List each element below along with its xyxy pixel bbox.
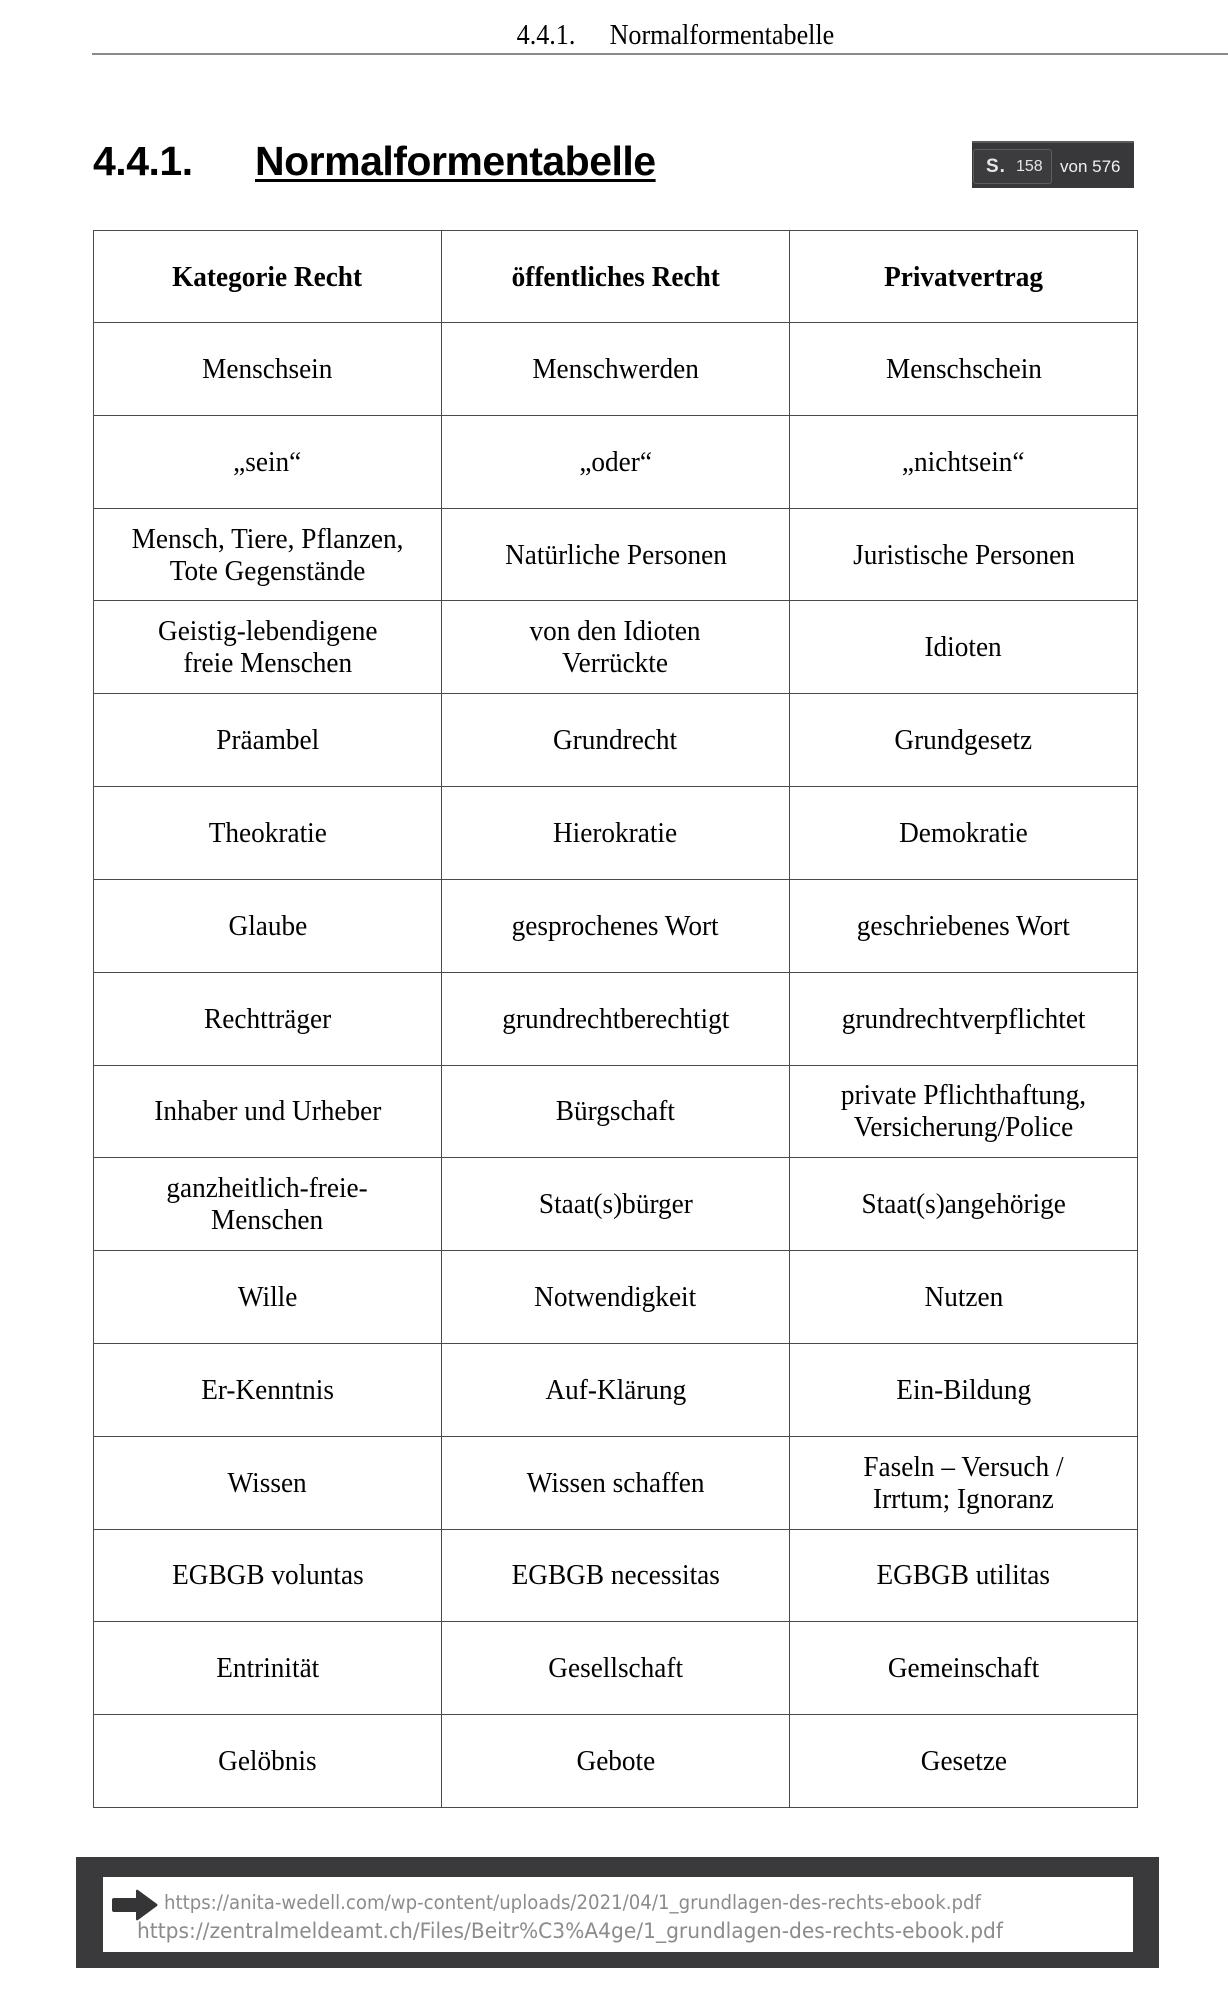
table-cell bbox=[790, 694, 1138, 787]
table-cell bbox=[790, 879, 1138, 972]
cell-text: EGBGB necessitas bbox=[511, 1559, 720, 1592]
cell-text: Nutzen bbox=[924, 1281, 1003, 1314]
source-url-link[interactable]: https://anita-wedell.com/wp-content/uploads/2021/04/1_grundlagen-des-rechts-ebook.pdf bbox=[164, 1891, 981, 1914]
cell-text: Gemeinschaft bbox=[887, 1652, 1040, 1685]
table-row bbox=[94, 323, 1138, 416]
table-cell bbox=[442, 1436, 790, 1529]
table-cell bbox=[94, 601, 442, 694]
column-header: öffentliches Recht bbox=[442, 231, 790, 323]
cell-text: Wissen schaffen bbox=[526, 1466, 705, 1499]
column-header: Privatvertrag bbox=[790, 231, 1138, 323]
table-cell bbox=[790, 601, 1138, 694]
cell-text: gesprochenes Wort bbox=[511, 909, 720, 942]
cell-text: Gebote bbox=[576, 1745, 655, 1778]
table-cell bbox=[790, 972, 1138, 1065]
table-cell bbox=[790, 1436, 1138, 1529]
section-heading bbox=[93, 138, 656, 184]
cell-text: Demokratie bbox=[899, 816, 1028, 849]
table-cell bbox=[442, 972, 790, 1065]
cell-text: Gesetze bbox=[920, 1745, 1007, 1778]
table-cell bbox=[442, 1529, 790, 1622]
table-cell bbox=[94, 1158, 442, 1251]
cell-text: Auf-Klärung bbox=[545, 1373, 686, 1406]
cell-text: Gelöbnis bbox=[218, 1745, 317, 1778]
header-divider bbox=[92, 53, 1228, 55]
table-header-row bbox=[94, 231, 1138, 323]
cell-text: Idioten bbox=[924, 631, 1003, 664]
running-header-number: 4.4.1. bbox=[516, 19, 576, 51]
table-cell bbox=[94, 1436, 442, 1529]
cell-text: Er-Kenntnis bbox=[201, 1373, 334, 1406]
table-cell bbox=[94, 972, 442, 1065]
table-row bbox=[94, 601, 1138, 694]
cell-text: Geistig-lebendigene freie Menschen bbox=[157, 615, 378, 680]
cell-text: Natürliche Personen bbox=[504, 538, 727, 571]
page-number-input[interactable] bbox=[973, 149, 1052, 184]
table-cell bbox=[442, 787, 790, 880]
table-cell bbox=[94, 694, 442, 787]
cell-text: grundrechtverpflichtet bbox=[841, 1002, 1086, 1035]
cell-text: Ein-Bildung bbox=[896, 1373, 1031, 1406]
normal-forms-table bbox=[93, 230, 1138, 1808]
running-header bbox=[165, 16, 1186, 54]
cell-text: „oder“ bbox=[579, 445, 652, 478]
cell-text: Präambel bbox=[216, 724, 319, 757]
table-row bbox=[94, 1622, 1138, 1715]
cell-text: Entrinität bbox=[216, 1652, 319, 1685]
table-cell bbox=[790, 787, 1138, 880]
table-cell bbox=[790, 1622, 1138, 1715]
cell-text: Theokratie bbox=[208, 816, 327, 849]
source-links-box bbox=[103, 1877, 1133, 1952]
cell-text: Grundgesetz bbox=[894, 724, 1033, 757]
column-header: Kategorie Recht bbox=[94, 231, 442, 323]
table-row bbox=[94, 508, 1138, 601]
running-header-title: Normalformentabelle bbox=[609, 19, 835, 51]
cell-text: „sein“ bbox=[233, 445, 302, 478]
cell-text: Rechtträger bbox=[203, 1002, 332, 1035]
table-cell bbox=[442, 508, 790, 601]
table-row bbox=[94, 1436, 1138, 1529]
table-cell bbox=[94, 415, 442, 508]
table-cell bbox=[790, 1715, 1138, 1808]
cell-text: Mensch, Tiere, Pflanzen, Tote Gegenstände bbox=[131, 522, 404, 587]
cell-text: Inhaber und Urheber bbox=[153, 1095, 382, 1128]
section-number: 4.4.1. bbox=[93, 138, 193, 184]
cell-text: private Pflichthaftung, Versicherung/Police bbox=[840, 1079, 1087, 1144]
table-cell bbox=[94, 1715, 442, 1808]
table-cell bbox=[94, 1529, 442, 1622]
table-cell bbox=[442, 1251, 790, 1344]
source-url-link[interactable]: https://zentralmeldeamt.ch/Files/Beitr%C3%A4ge/1_grundlagen-des-rechts-ebook.pdf bbox=[137, 1919, 1003, 1944]
table-cell bbox=[442, 601, 790, 694]
table-cell bbox=[94, 1251, 442, 1344]
table-row bbox=[94, 1715, 1138, 1808]
table-cell bbox=[442, 323, 790, 416]
cell-text: ganzheitlich-freie- Menschen bbox=[166, 1172, 369, 1237]
table-cell bbox=[790, 323, 1138, 416]
cell-text: EGBGB voluntas bbox=[171, 1559, 364, 1592]
cell-text: „nichtsein“ bbox=[902, 445, 1025, 478]
cell-text: geschriebenes Wort bbox=[856, 909, 1071, 942]
cell-text: Bürgschaft bbox=[555, 1095, 676, 1128]
table-row bbox=[94, 972, 1138, 1065]
table-row bbox=[94, 1065, 1138, 1158]
page-prefix: S. bbox=[986, 155, 1006, 177]
cell-text: Grundrecht bbox=[553, 724, 678, 757]
table-cell bbox=[94, 1065, 442, 1158]
cell-text: von den Idioten Verrückte bbox=[529, 615, 702, 680]
table-cell bbox=[790, 415, 1138, 508]
cell-text: Wissen bbox=[227, 1466, 308, 1499]
cell-text: Menschwerden bbox=[532, 352, 699, 385]
table-cell bbox=[94, 508, 442, 601]
table-cell bbox=[442, 879, 790, 972]
cell-text: Juristische Personen bbox=[852, 538, 1075, 571]
page-indicator bbox=[972, 141, 1134, 188]
table-cell bbox=[790, 1343, 1138, 1436]
table-cell bbox=[442, 1158, 790, 1251]
cell-text: grundrechtberechtigt bbox=[501, 1002, 730, 1035]
table-cell bbox=[94, 879, 442, 972]
table-cell bbox=[442, 1622, 790, 1715]
current-page[interactable]: 158 bbox=[1015, 157, 1043, 175]
table-row bbox=[94, 1343, 1138, 1436]
table-cell bbox=[442, 1065, 790, 1158]
table-row bbox=[94, 1251, 1138, 1344]
source-links-panel bbox=[76, 1857, 1159, 1968]
table-cell bbox=[790, 1158, 1138, 1251]
table-row bbox=[94, 879, 1138, 972]
table-row bbox=[94, 415, 1138, 508]
table-cell bbox=[94, 323, 442, 416]
cell-text: Notwendigkeit bbox=[534, 1281, 697, 1314]
cell-text: Wille bbox=[237, 1281, 298, 1314]
cell-text: Menschsein bbox=[202, 352, 333, 385]
table-cell bbox=[94, 1622, 442, 1715]
cell-text: Menschschein bbox=[885, 352, 1042, 385]
table-cell bbox=[790, 1251, 1138, 1344]
table-row bbox=[94, 694, 1138, 787]
cell-text: EGBGB utilitas bbox=[876, 1559, 1051, 1592]
section-title: Normalformentabelle bbox=[255, 138, 656, 184]
table-row bbox=[94, 1529, 1138, 1622]
table-row bbox=[94, 787, 1138, 880]
cell-text: Hierokratie bbox=[553, 816, 678, 849]
table-cell bbox=[790, 508, 1138, 601]
table-row bbox=[94, 1158, 1138, 1251]
table-cell bbox=[94, 1343, 442, 1436]
table-cell bbox=[790, 1065, 1138, 1158]
table-cell bbox=[442, 694, 790, 787]
cell-text: Staat(s)angehörige bbox=[861, 1188, 1066, 1221]
cell-text: Glaube bbox=[228, 909, 307, 942]
table-cell bbox=[94, 787, 442, 880]
total-pages: von 576 bbox=[1060, 157, 1121, 176]
cell-text: Faseln – Versuch / Irrtum; Ignoranz bbox=[863, 1450, 1064, 1515]
table-cell bbox=[442, 1715, 790, 1808]
table-cell bbox=[442, 1343, 790, 1436]
table-cell bbox=[442, 415, 790, 508]
cell-text: Gesellschaft bbox=[548, 1652, 683, 1685]
table-cell bbox=[790, 1529, 1138, 1622]
cell-text: Staat(s)bürger bbox=[538, 1188, 693, 1221]
